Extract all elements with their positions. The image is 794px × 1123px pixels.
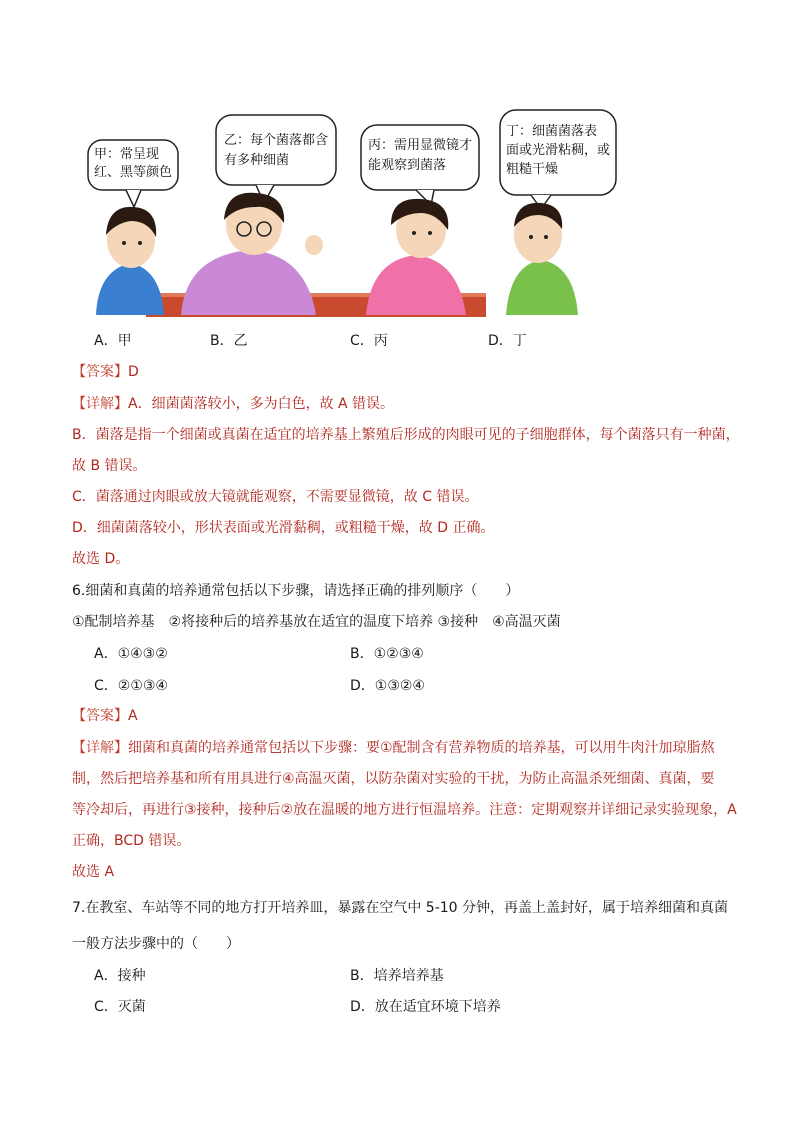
bubble-ding-line3: 粗糙干燥 (506, 162, 559, 177)
q5-option-a[interactable]: A．甲 (94, 333, 132, 349)
bubble-yi-line1: 乙：每个菌落都含 (224, 133, 329, 148)
q6-detail-line-3: 等冷却后，再进行③接种，接种后②放在温暖的地方进行恒温培养。注意：定期观察并详细记录实验现象，A (72, 802, 737, 818)
answer-value: D (128, 364, 139, 380)
speech-bubble-jia (88, 140, 178, 207)
detail-tag: 【详解】 (72, 740, 128, 756)
bubble-ding-line1: 丁：细菌菌落表 (506, 124, 598, 139)
bubble-bing-line2: 能观察到菌落 (368, 158, 447, 173)
q6-detail-line-5: 故选 A (72, 864, 115, 880)
q6-option-d[interactable]: D．①③②④ (350, 678, 425, 694)
bubble-bing-line1: 丙：需用显微镜才 (368, 138, 473, 153)
q5-detail-line-4: C．菌落通过肉眼或放大镜就能观察，不需要显微镜，故 C 错误。 (72, 489, 479, 505)
answer-tag: 【答案】 (72, 364, 128, 380)
q6-option-b[interactable]: B．①②③④ (350, 646, 424, 662)
q7-option-d[interactable]: D．放在适宜环境下培养 (350, 999, 501, 1015)
q6-detail-line-2: 制，然后把培养基和所有用具进行④高温灭菌，以防杂菌对实验的干扰，为防止高温杀死细菌、真菌，要 (72, 771, 715, 787)
q5-detail-line-6: 故选 D。 (72, 551, 130, 567)
q6-stem: 6.细菌和真菌的培养通常包括以下步骤，请选择正确的排列顺序（ ） (72, 583, 520, 599)
speech-bubble-ding (500, 110, 616, 209)
speech-bubble-yi (216, 115, 336, 203)
answer-value: A (128, 708, 138, 724)
q7-option-b[interactable]: B．培养培养基 (350, 968, 444, 984)
q6-answer (72, 706, 138, 726)
q6-option-a[interactable]: A．①④③② (94, 646, 168, 662)
q5-answer (72, 362, 139, 382)
q5-detail-line-5: D．细菌菌落较小，形状表面或光滑黏稠，或粗糙干燥，故 D 正确。 (72, 520, 495, 536)
answer-tag: 【答案】 (72, 708, 128, 724)
speech-bubble-bing (361, 125, 479, 205)
q6-steps: ①配制培养基 ②将接种后的培养基放在适宜的温度下培养 ③接种 ④高温灭菌 (72, 614, 561, 630)
q5-option-c[interactable]: C．丙 (350, 333, 388, 349)
q6-detail-line-4: 正确，BCD 错误。 (72, 833, 191, 849)
q5-detail-line-2: B．菌落是指一个细菌或真菌在适宜的培养基上繁殖后形成的肉眼可见的子细胞群体，每个菌落只有一种菌， (72, 427, 740, 443)
detail-tag: 【详解】 (72, 396, 128, 412)
q7-option-a[interactable]: A．接种 (94, 968, 146, 984)
bubble-jia-line1: 甲：常呈现 (94, 147, 160, 162)
student-bing-figure (366, 199, 466, 315)
q5-detail-line-3: 故 B 错误。 (72, 458, 147, 474)
q5-option-b[interactable]: B．乙 (210, 333, 248, 349)
student-jia-figure (96, 207, 164, 315)
discussion-illustration (86, 105, 611, 320)
q5-option-d[interactable]: D．丁 (488, 333, 527, 349)
q6-option-c[interactable]: C．②①③④ (94, 678, 168, 694)
q6-detail-line-1: 【详解】细菌和真菌的培养通常包括以下步骤：要①配制含有营养物质的培养基，可以用牛肉汁加琼脂熬 (72, 740, 715, 756)
q7-stem-line-2: 一般方法步骤中的（ ） (72, 936, 240, 952)
bubble-jia-line2: 红、黑等颜色 (94, 165, 173, 180)
q5-detail-line-1: 【详解】A．细菌菌落较小，多为白色，故 A 错误。 (72, 396, 395, 412)
student-ding-figure (506, 203, 578, 315)
q7-option-c[interactable]: C．灭菌 (94, 999, 146, 1015)
bubble-ding-line2: 面或光滑粘稠，或 (506, 143, 611, 158)
student-yi-figure (181, 193, 323, 315)
q7-stem-line-1: 7.在教室、车站等不同的地方打开培养皿，暴露在空气中 5-10 分钟，再盖上盖封好，属于培养细菌和真菌 (72, 900, 729, 916)
bubble-yi-line2: 有多种细菌 (224, 153, 290, 168)
